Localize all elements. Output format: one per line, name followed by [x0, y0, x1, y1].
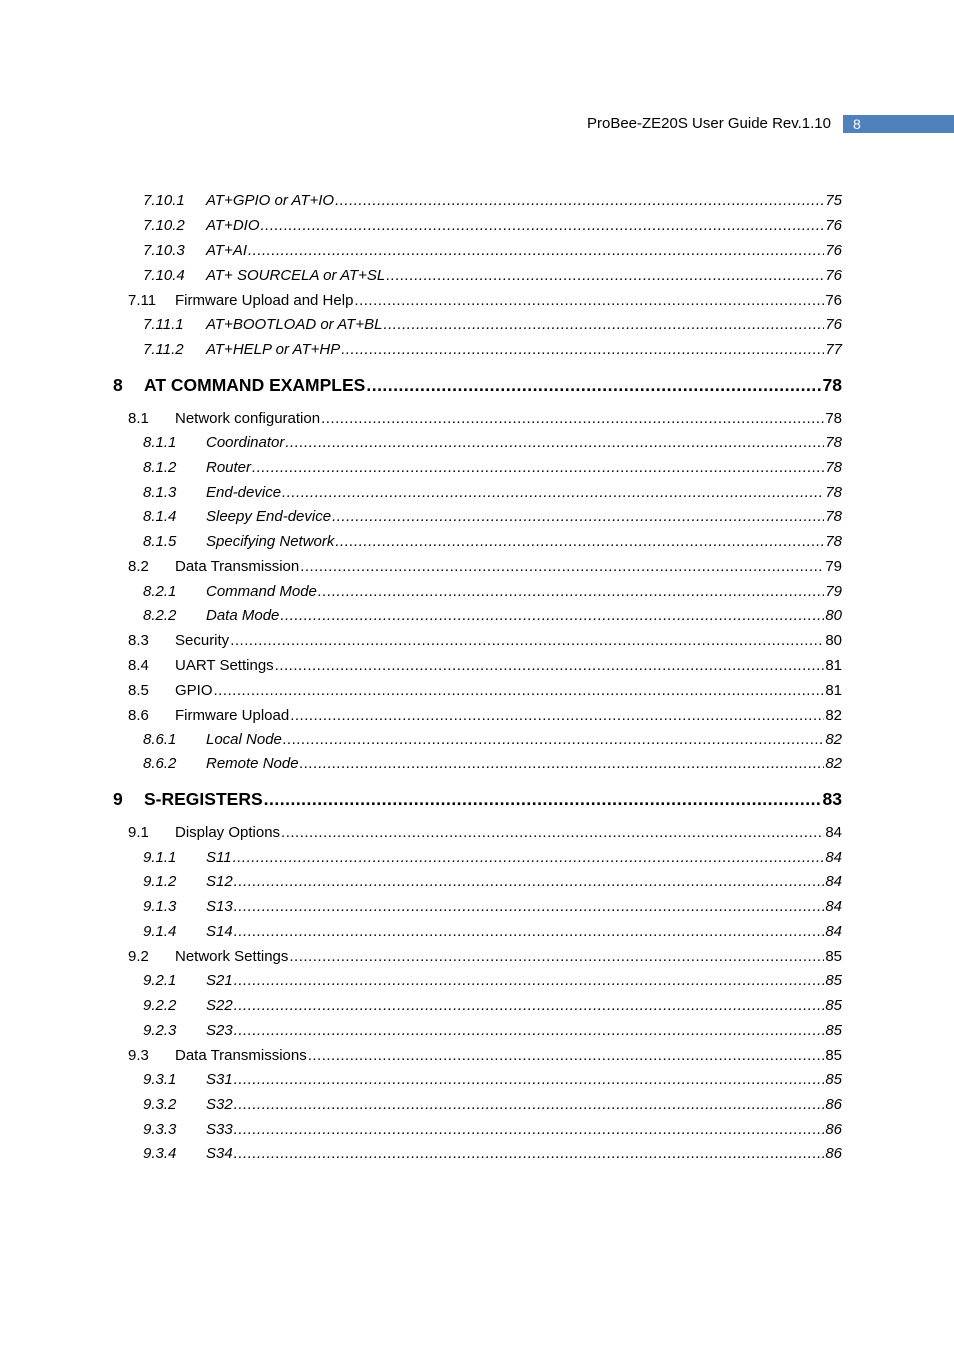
- toc-entry-page: 81: [825, 657, 842, 674]
- toc-entry-title: AT+ SOURCELA or AT+SL: [206, 267, 386, 284]
- toc-entry-title: S34: [206, 1145, 233, 1162]
- toc-entry[interactable]: [143, 971, 842, 991]
- toc-entry-number: 7.11.1: [143, 316, 184, 333]
- toc-dot-leader: [234, 1095, 825, 1115]
- toc-entry[interactable]: [143, 996, 842, 1016]
- toc-entry-page: 84: [825, 873, 842, 890]
- toc-entry[interactable]: [128, 681, 842, 701]
- toc-entry-number: 8.2.2: [143, 607, 177, 624]
- toc-entry-number: 8.2.1: [143, 583, 177, 600]
- toc-entry-page: 84: [825, 849, 842, 866]
- toc-entry-title: Remote Node: [206, 755, 299, 772]
- toc-entry[interactable]: [143, 1144, 842, 1164]
- toc-entry-number: 8.1.5: [143, 533, 177, 550]
- toc-entry[interactable]: [143, 1120, 842, 1140]
- toc-dot-leader: [248, 241, 824, 261]
- page-header: [0, 114, 954, 134]
- toc-entry-number: 9.2.1: [143, 972, 177, 989]
- toc-entry-title: Sleepy End-device: [206, 508, 332, 525]
- toc-entry-title: Display Options: [175, 824, 281, 841]
- toc-entry[interactable]: [128, 656, 842, 676]
- toc-entry-page: 79: [825, 583, 842, 600]
- toc-dot-leader: [275, 656, 825, 676]
- toc-dot-leader: [335, 191, 824, 211]
- toc-dot-leader: [318, 582, 824, 602]
- toc-entry-number: 9.3: [128, 1047, 149, 1064]
- toc-entry-number: 8.1.2: [143, 459, 177, 476]
- toc-entry-number: 9.2.2: [143, 997, 177, 1014]
- toc-dot-leader: [280, 606, 824, 626]
- toc-entry[interactable]: [143, 897, 842, 917]
- toc-entry-page: 82: [825, 755, 842, 772]
- toc-dot-leader: [300, 754, 825, 774]
- toc-entry-page: 80: [825, 632, 842, 649]
- toc-entry-page: 82: [825, 707, 842, 724]
- toc-entry-page: 76: [825, 292, 842, 309]
- toc-entry-page: 78: [825, 533, 842, 550]
- toc-dot-leader: [234, 897, 825, 917]
- toc-entry-title: AT COMMAND EXAMPLES: [144, 375, 366, 395]
- toc-entry-number: 9.1.1: [143, 849, 177, 866]
- toc-entry-title: Local Node: [206, 731, 282, 748]
- toc-entry-title: AT+DIO: [206, 217, 260, 234]
- toc-dot-leader: [234, 1144, 825, 1164]
- toc-entry-number: 9.1: [128, 824, 149, 841]
- toc-entry-number: 9.3.4: [143, 1145, 177, 1162]
- toc-dot-leader: [234, 1120, 825, 1140]
- toc-entry-page: 76: [825, 316, 842, 333]
- toc-entry-title: S32: [206, 1096, 233, 1113]
- toc-entry-title: AT+AI: [206, 242, 247, 259]
- toc-dot-leader: [282, 483, 824, 503]
- toc-entry[interactable]: [143, 315, 842, 335]
- toc-dot-leader: [234, 1021, 825, 1041]
- toc-entry-number: 8.1: [128, 410, 149, 427]
- toc-entry-number: 8.4: [128, 657, 149, 674]
- toc-entry-page: 76: [825, 267, 842, 284]
- toc-entry[interactable]: [143, 458, 842, 478]
- toc-entry-number: 9.1.3: [143, 898, 177, 915]
- toc-entry-number: 8.3: [128, 632, 149, 649]
- toc-entry-number: 7.11: [128, 292, 157, 309]
- toc-entry-number: 8.6: [128, 707, 149, 724]
- toc-entry[interactable]: [143, 922, 842, 942]
- toc-entry[interactable]: [143, 848, 842, 868]
- toc-entry-number: 9.3.3: [143, 1121, 177, 1138]
- toc-entry-number: 9.3.2: [143, 1096, 177, 1113]
- toc-dot-leader: [366, 374, 821, 396]
- toc-entry-number: 7.10.2: [143, 217, 185, 234]
- toc-dot-leader: [289, 947, 824, 967]
- toc-entry-title: Security: [175, 632, 230, 649]
- toc-dot-leader: [234, 971, 825, 991]
- toc-entry-page: 85: [825, 948, 842, 965]
- toc-entry[interactable]: [143, 483, 842, 503]
- toc-entry[interactable]: [128, 823, 842, 843]
- toc-entry[interactable]: [143, 1095, 842, 1115]
- toc-dot-leader: [386, 266, 824, 286]
- toc-entry-number: 7.10.1: [143, 192, 185, 209]
- toc-entry-title: Firmware Upload: [175, 707, 290, 724]
- toc-entry-page: 78: [825, 508, 842, 525]
- toc-entry-page: 78: [825, 410, 842, 427]
- toc-dot-leader: [383, 315, 824, 335]
- toc-entry-number: 9.3.1: [143, 1071, 177, 1088]
- toc-entry-number: 8.5: [128, 682, 149, 699]
- toc-entry-page: 80: [825, 607, 842, 624]
- toc-entry-title: S23: [206, 1022, 233, 1039]
- toc-entry-number: 8.2: [128, 558, 149, 575]
- toc-entry-title: AT+BOOTLOAD or AT+BL: [206, 316, 383, 333]
- toc-entry-title: S13: [206, 898, 233, 915]
- toc-entry-page: 82: [825, 731, 842, 748]
- toc-entry-title: GPIO: [175, 682, 213, 699]
- toc-entry-page: 86: [825, 1096, 842, 1113]
- toc-entry-number: 7.11.2: [143, 341, 184, 358]
- toc-entry-page: 85: [825, 972, 842, 989]
- toc-entry[interactable]: [113, 374, 842, 396]
- toc-entry-number: 8.6.1: [143, 731, 177, 748]
- toc-entry-title: S22: [206, 997, 233, 1014]
- toc-dot-leader: [300, 557, 824, 577]
- toc-dot-leader: [234, 922, 825, 942]
- toc-entry[interactable]: [128, 291, 842, 311]
- toc-entry-title: End-device: [206, 484, 282, 501]
- toc-entry[interactable]: [143, 191, 842, 211]
- toc-entry-page: 85: [825, 1047, 842, 1064]
- toc-entry-title: Data Transmissions: [175, 1047, 307, 1064]
- toc-dot-leader: [332, 507, 824, 527]
- toc-dot-leader: [234, 872, 825, 892]
- toc-entry-page: 76: [825, 217, 842, 234]
- toc-entry-page: 78: [825, 434, 842, 451]
- toc-entry[interactable]: [143, 754, 842, 774]
- toc-dot-leader: [321, 409, 824, 429]
- toc-dot-leader: [233, 848, 825, 868]
- document-title: ProBee-ZE20S User Guide Rev.1.10: [586, 115, 831, 132]
- toc-entry-title: S12: [206, 873, 233, 890]
- toc-entry[interactable]: [128, 631, 842, 651]
- toc-entry-page: 78: [825, 484, 842, 501]
- toc-dot-leader: [308, 1046, 825, 1066]
- toc-entry-page: 75: [825, 192, 842, 209]
- toc-entry[interactable]: [128, 706, 842, 726]
- toc-entry-page: 86: [825, 1145, 842, 1162]
- toc-dot-leader: [214, 681, 825, 701]
- toc-entry-number: 8.1.4: [143, 508, 177, 525]
- toc-entry-number: 8: [113, 375, 123, 395]
- toc-dot-leader: [252, 458, 824, 478]
- toc-entry-title: S33: [206, 1121, 233, 1138]
- toc-entry[interactable]: [128, 1046, 842, 1066]
- toc-entry-page: 81: [825, 682, 842, 699]
- toc-entry-title: Data Mode: [206, 607, 280, 624]
- toc-entry-title: Data Transmission: [175, 558, 300, 575]
- toc-entry[interactable]: [128, 409, 842, 429]
- toc-entry-page: 84: [825, 824, 842, 841]
- toc-entry-title: Command Mode: [206, 583, 317, 600]
- toc-entry-title: UART Settings: [175, 657, 274, 674]
- toc-entry-page: 78: [822, 375, 842, 395]
- toc-dot-leader: [260, 216, 824, 236]
- toc-entry-number: 7.10.4: [143, 267, 185, 284]
- toc-entry-page: 79: [825, 558, 842, 575]
- toc-entry-page: 85: [825, 997, 842, 1014]
- toc-entry[interactable]: [143, 582, 842, 602]
- toc-entry[interactable]: [143, 872, 842, 892]
- toc-entry-title: Coordinator: [206, 434, 285, 451]
- toc-entry-page: 84: [825, 923, 842, 940]
- toc-entry[interactable]: [143, 1021, 842, 1041]
- toc-entry[interactable]: [113, 788, 842, 810]
- toc-entry-page: 76: [825, 242, 842, 259]
- toc-entry-number: 9.1.4: [143, 923, 177, 940]
- toc-entry-page: 86: [825, 1121, 842, 1138]
- toc-entry-title: Specifying Network: [206, 533, 335, 550]
- toc-entry-page: 84: [825, 898, 842, 915]
- toc-dot-leader: [285, 433, 824, 453]
- toc-entry-page: 85: [825, 1022, 842, 1039]
- page-number-badge: 8: [843, 115, 954, 133]
- toc-dot-leader: [335, 532, 824, 552]
- toc-entry-title: S21: [206, 972, 233, 989]
- toc-entry-page: 85: [825, 1071, 842, 1088]
- toc-entry-title: Router: [206, 459, 252, 476]
- toc-entry-title: S14: [206, 923, 233, 940]
- toc-dot-leader: [354, 291, 824, 311]
- toc-entry[interactable]: [143, 1070, 842, 1090]
- toc-entry-title: S11: [206, 849, 232, 866]
- toc-entry-number: 9.2.3: [143, 1022, 177, 1039]
- toc-dot-leader: [290, 706, 824, 726]
- toc-entry-page: 77: [825, 341, 842, 358]
- toc-entry-number: 7.10.3: [143, 242, 185, 259]
- toc-entry-title: Firmware Upload and Help: [175, 292, 354, 309]
- toc-entry[interactable]: [143, 216, 842, 236]
- toc-entry-number: 9.2: [128, 948, 149, 965]
- toc-entry[interactable]: [128, 557, 842, 577]
- toc-entry-title: AT+GPIO or AT+IO: [206, 192, 335, 209]
- toc-entry-page: 78: [825, 459, 842, 476]
- toc-entry[interactable]: [143, 606, 842, 626]
- toc-entry[interactable]: [143, 266, 842, 286]
- toc-dot-leader: [264, 788, 822, 810]
- toc-dot-leader: [341, 340, 824, 360]
- toc-entry[interactable]: [143, 433, 842, 453]
- toc-entry-page: 83: [822, 789, 842, 809]
- toc-entry[interactable]: [128, 947, 842, 967]
- toc-entry-title: Network configuration: [175, 410, 321, 427]
- toc-entry[interactable]: [143, 730, 842, 750]
- toc-entry-title: AT+HELP or AT+HP: [206, 341, 341, 358]
- toc-entry[interactable]: [143, 507, 842, 527]
- toc-dot-leader: [281, 823, 824, 843]
- toc-entry-number: 8.6.2: [143, 755, 177, 772]
- toc-entry-title: S31: [206, 1071, 233, 1088]
- toc-entry-number: 9.1.2: [143, 873, 177, 890]
- toc-entry-title: S-REGISTERS: [144, 789, 263, 809]
- toc-dot-leader: [234, 1070, 825, 1090]
- toc-entry[interactable]: [143, 241, 842, 261]
- toc-entry-number: 9: [113, 789, 123, 809]
- toc-entry-number: 8.1.1: [143, 434, 177, 451]
- toc-entry-number: 8.1.3: [143, 484, 177, 501]
- toc-entry[interactable]: [143, 340, 842, 360]
- toc-dot-leader: [283, 730, 824, 750]
- toc-dot-leader: [230, 631, 824, 651]
- toc-entry-title: Network Settings: [175, 948, 289, 965]
- toc-entry[interactable]: [143, 532, 842, 552]
- toc-dot-leader: [234, 996, 825, 1016]
